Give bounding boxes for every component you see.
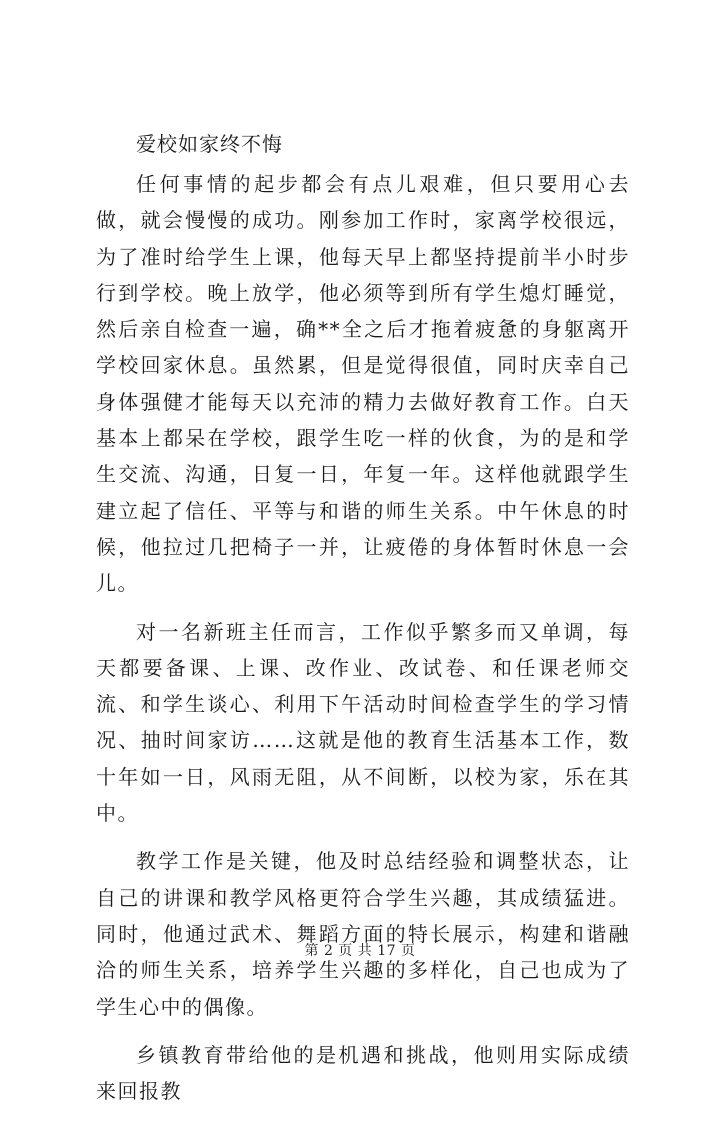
paragraph-3: 教学工作是关键，他及时总结经验和调整状态，让自己的讲课和教学风格更符合学生兴趣，其成绩猛进。同时，他通过武术、舞蹈方面的特长展示，构建和谐融洽的师生关系，培养学生兴趣的多样化，自己也成为了学生心中的偶像。 bbox=[96, 849, 630, 1019]
page-number-footer: 第 2 页 共 17 页 bbox=[304, 943, 416, 959]
document-body bbox=[96, 126, 630, 1121]
paragraph-4: 乡镇教育带给他的是机遇和挑战，他则用实际成绩来回报教 bbox=[96, 1042, 630, 1104]
section-heading: 爱校如家终不悔 bbox=[136, 132, 283, 156]
paragraph-1: 任何事情的起步都会有点儿艰难，但只要用心去做，就会慢慢的成功。刚参加工作时，家离学校很远，为了准时给学生上课，他每天早上都坚持提前半小时步行到学校。晚上放学，他必须等到所有学生熄灯睡觉，然后亲自检查一遍，确**全之后才拖着疲惫的身躯离开学校回家休息。虽然累，但是觉得很值，同时庆幸自己身体强健才能每天以充沛的精力去做好教育工作。白天基本上都呆在学校，跟学生吃一样的伙食，为的是和学生交流、沟通，日复一日，年复一年。这样他就跟学生建立起了信任、平等与和谐的师生关系。中午休息的时候，他拉过几把椅子一并，让疲倦的身体暂时休息一会儿。 bbox=[96, 172, 630, 596]
paragraph-2: 对一名新班主任而言，工作似乎繁多而又单调，每天都要备课、上课、改作业、改试卷、和任课老师交流、和学生谈心、利用下午活动时间检查学生的学习情况、抽时间家访……这就是他的教育生活基本工作，数十年如一日，风雨无阻，从不间断，以校为家，乐在其中。 bbox=[96, 619, 630, 826]
